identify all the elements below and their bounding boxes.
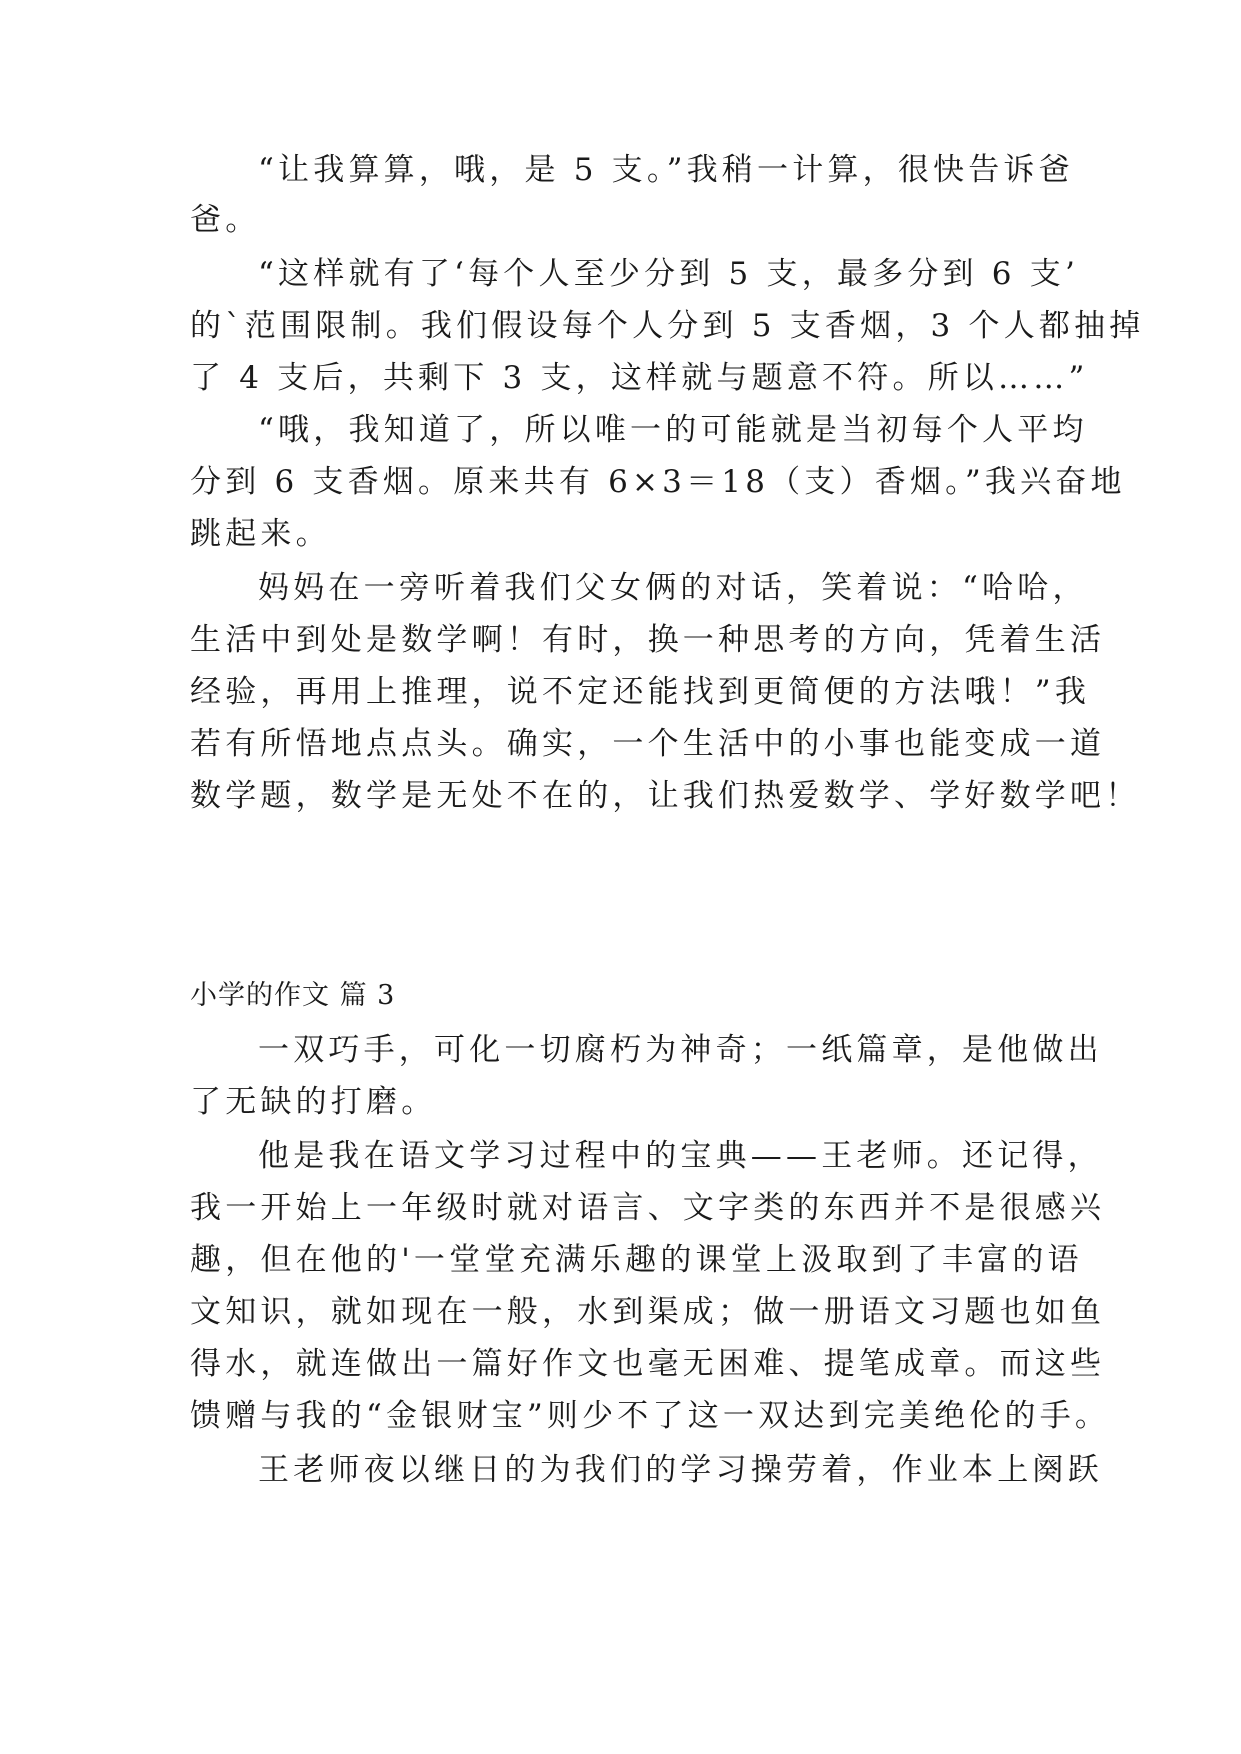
text-line: “这样就有了‘每个人至少分到 5 支，最多分到 6 支’ [258, 256, 1080, 292]
text-line: 馈赠与我的“金银财宝”则少不了这一双达到完美绝伦的手。 [190, 1398, 1111, 1434]
text-line: 妈妈在一旁听着我们父女俩的对话，笑着说：“哈哈， [258, 570, 1088, 606]
text-line: 了 4 支后，共剩下 3 支，这样就与题意不符。所以……” [190, 360, 1089, 396]
text-line: 的`范围限制。我们假设每个人分到 5 支香烟，3 个人都抽掉 [190, 308, 1145, 344]
text-line: 了无缺的打磨。 [190, 1084, 437, 1120]
text-line: 跳起来。 [190, 516, 331, 552]
text-line: 得水，就连做出一篇好作文也毫无困难、提笔成章。而这些 [190, 1346, 1106, 1382]
text-line: 王老师夜以继日的为我们的学习操劳着，作业本上阕跃 [258, 1452, 1103, 1488]
section-heading: 小学的作文 篇 3 [190, 980, 396, 1011]
text-line: 数学题，数学是无处不在的，让我们热爱数学、学好数学吧！ [190, 778, 1141, 814]
text-line: 文知识，就如现在一般，水到渠成；做一册语文习题也如鱼 [190, 1294, 1106, 1330]
text-line: 一双巧手，可化一切腐朽为神奇；一纸篇章，是他做出 [258, 1032, 1103, 1068]
text-line: 生活中到处是数学啊！有时，换一种思考的方向，凭着生活 [190, 622, 1106, 658]
text-line: “哦，我知道了，所以唯一的可能就是当初每个人平均 [258, 412, 1088, 448]
text-line: 分到 6 支香烟。原来共有 6×3＝18（支）香烟。”我兴奋地 [190, 464, 1126, 500]
text-line: 趣，但在他的'一堂堂充满乐趣的课堂上汲取到了丰富的语 [190, 1242, 1083, 1278]
text-line: “让我算算，哦，是 5 支。”我稍一计算，很快告诉爸 [258, 152, 1074, 188]
text-line: 若有所悟地点点头。确实，一个生活中的小事也能变成一道 [190, 726, 1106, 762]
text-line: 经验，再用上推理，说不定还能找到更简便的方法哦！”我 [190, 674, 1091, 710]
text-line: 爸。 [190, 202, 261, 238]
text-line: 他是我在语文学习过程中的宝典——王老师。还记得， [258, 1138, 1103, 1174]
text-line: 我一开始上一年级时就对语言、文字类的东西并不是很感兴 [190, 1190, 1106, 1226]
